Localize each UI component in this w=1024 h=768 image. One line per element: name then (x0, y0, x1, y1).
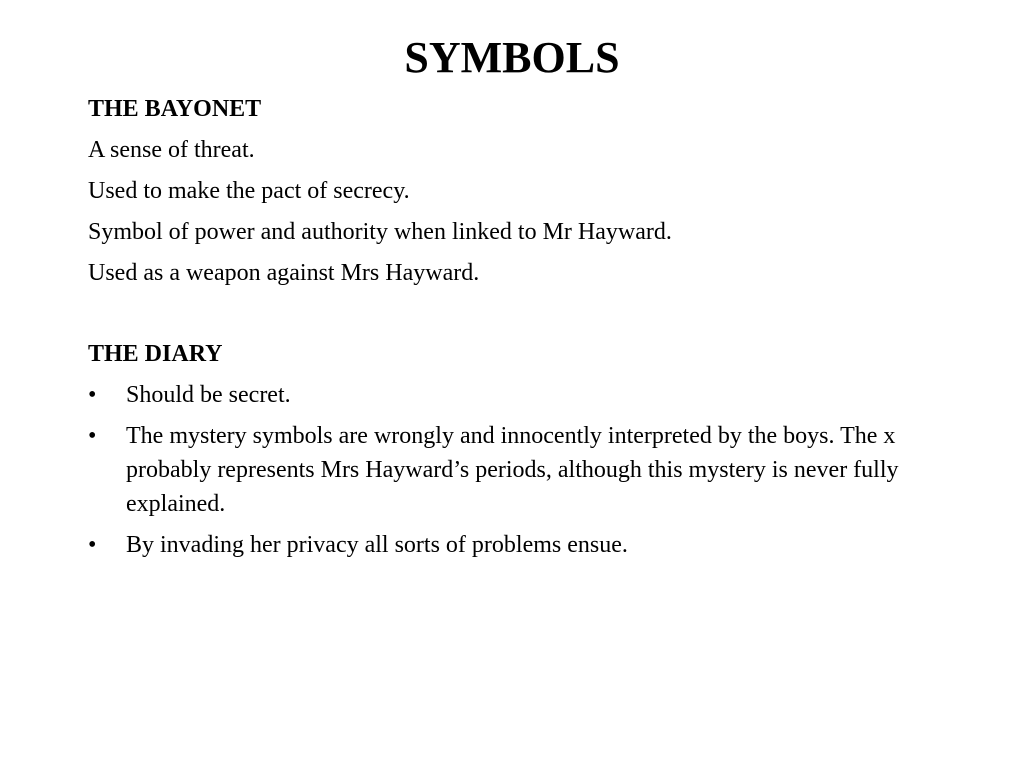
section-spacer (88, 297, 948, 337)
bullet-icon: • (88, 423, 97, 449)
bayonet-line: Symbol of power and authority when linked to Mr Hayward. (88, 219, 672, 245)
diary-bullet-text: By invading her privacy all sorts of problems ensue. (126, 532, 628, 558)
diary-bullet-text: The mystery symbols are wrongly and innocently interpreted by the boys. The x probably represents Mrs Hayward’s periods, although this mystery is never fully explained. (126, 423, 899, 517)
bullet-icon: • (88, 532, 97, 558)
bayonet-line: Used as a weapon against Mrs Hayward. (88, 260, 480, 286)
bayonet-line: A sense of threat. (88, 137, 255, 163)
diary-bullet-item (88, 528, 948, 562)
bayonet-line: Used to make the pact of secrecy. (88, 178, 410, 204)
bullet-icon: • (88, 382, 97, 408)
slide-title: SYMBOLS (404, 33, 620, 82)
diary-bullet-list (88, 378, 948, 562)
diary-heading: THE DIARY (88, 341, 223, 367)
bayonet-heading: THE BAYONET (88, 96, 262, 122)
slide-body (88, 92, 948, 569)
diary-bullet-text: Should be secret. (126, 382, 291, 408)
diary-bullet-item (88, 378, 948, 412)
diary-bullet-item (88, 419, 948, 521)
